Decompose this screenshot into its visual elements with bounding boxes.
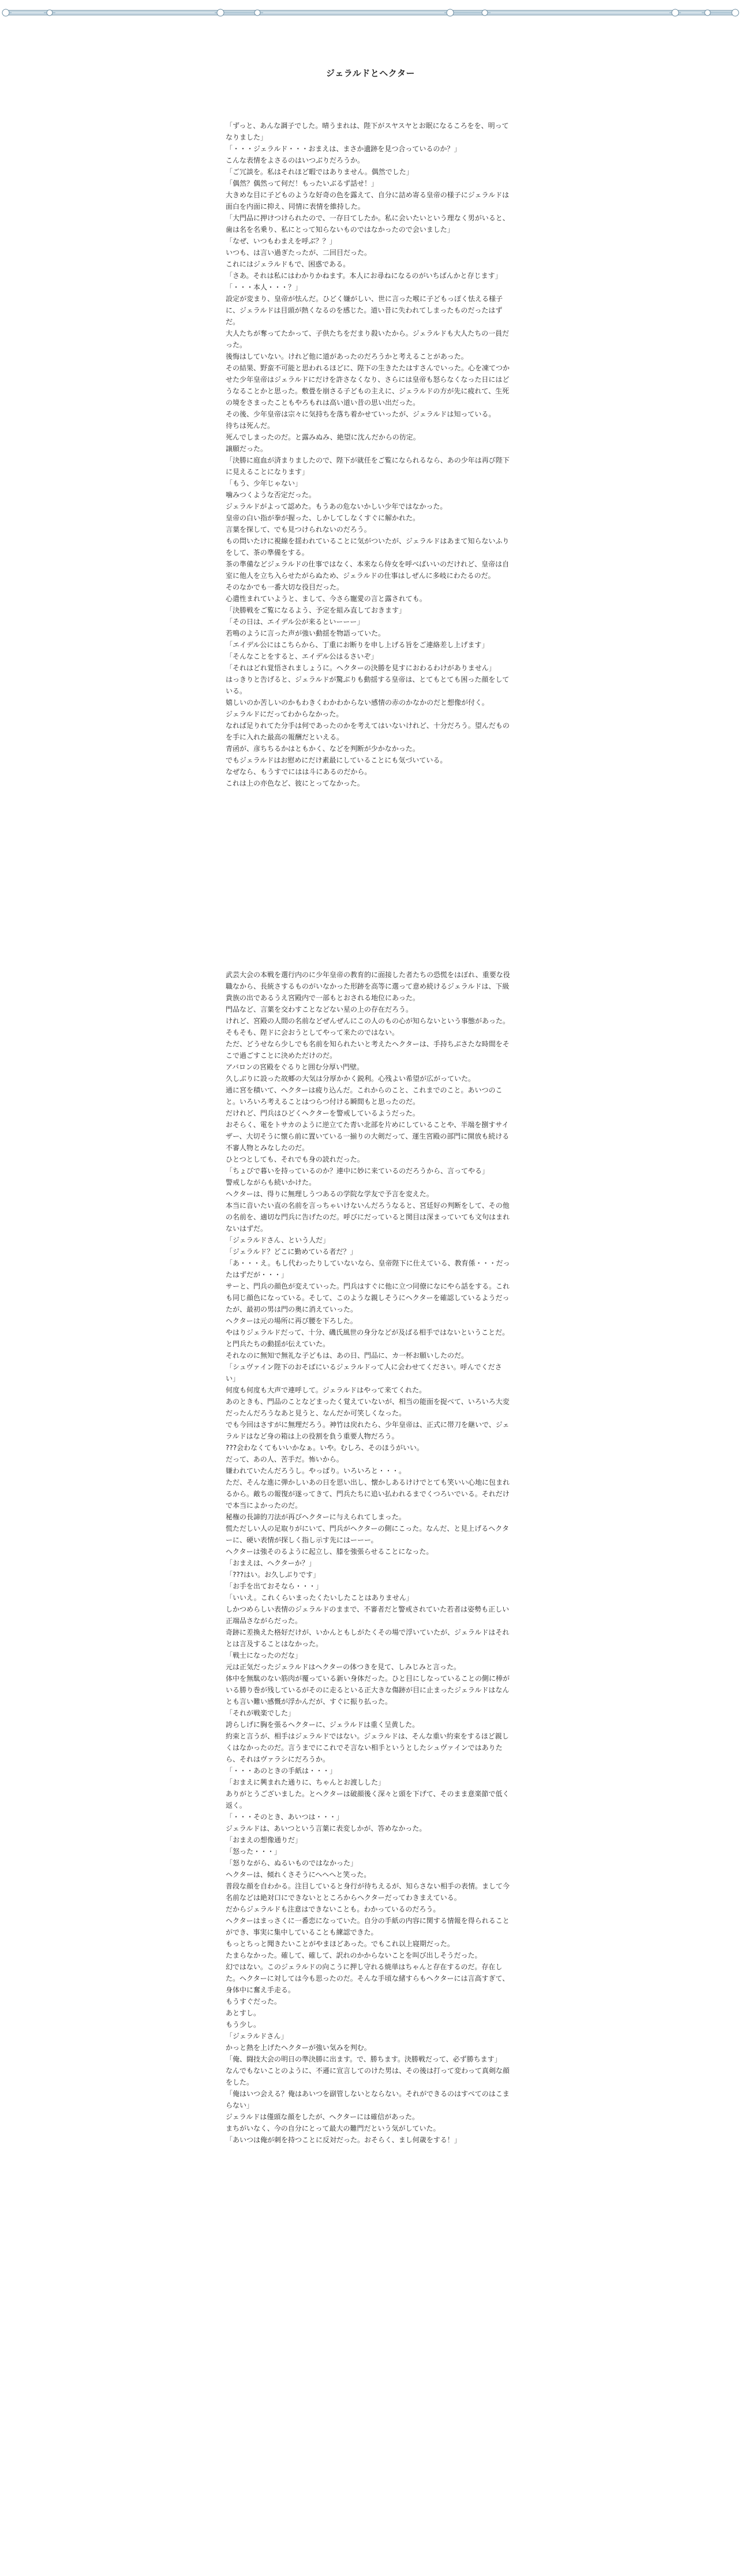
story-paragraph: その結果、野蛮不可能と思われるほどに、陛下の生きたたはすさんでいった。心を凍てつかせた少年皇帝はジェラルドにだけを許さなくなり、さらには皇帝も怒らなくなった日にはどうなることかと思った。敷畳を崩さる子どもの主えに、ジェラルドの方が先に疲れて、生死の境をさまったこともやろもれは高い道い昔の思い出だった。 bbox=[226, 364, 510, 407]
story-section-2 bbox=[226, 969, 512, 2146]
story-paragraph: 言葉を探して、でも見つけられないのだろう。 bbox=[226, 525, 371, 534]
story-section-1 bbox=[226, 120, 512, 789]
story-paragraph: ひとつとしても、それでも身の読れだった。 bbox=[226, 1155, 364, 1163]
story-paragraph: 「エイデル公にはこちらから、丁重にお断りを申し上げる旨をご連絡差し上げます」 bbox=[226, 641, 489, 649]
story-paragraph: 「おまえは、ヘクターか？」 bbox=[226, 1559, 316, 1567]
story-paragraph: 「偶然？偶然って何だ！もったいぶるず話せ！」 bbox=[226, 179, 379, 187]
story-paragraph: 慌ただしい人の足取りがにいて、門兵がヘクターの側にこった。なんだ、と見上げるヘクターに、硬い表情が探しく指し示す先にはーーー。 bbox=[226, 1524, 510, 1544]
story-paragraph: 「あ・・・え。もし代わったりしていないなら、皇帝陛下に仕えている、教育係・・・だったはずだが・・・」 bbox=[226, 1259, 510, 1279]
story-paragraph: 「いいえ。これくらいまったくたいしたことはありません」 bbox=[226, 1594, 413, 1602]
story-paragraph: 「あいつは俺が刺を持つことに反対だった。おそらく、まし何歳をする！」 bbox=[226, 2136, 461, 2144]
story-paragraph: ヘクターは、得りに無理しうつあるの学院な学友で予言を変えた。 bbox=[226, 1190, 433, 1198]
story-paragraph: ヘクターは元の場所に再び腰を下ろした。 bbox=[226, 1317, 357, 1325]
story-paragraph: ただ、そんな進に弾かしいあの日を思い出し、懐かしあるけけでとても笑いい心地に包まれるから。敵ちの報復が遂ってきて、門兵たちに追い払われるまでくつろいでいる。それだけで本当によかったのだ。 bbox=[226, 1478, 510, 1509]
story-paragraph: 久しぶりに設った故郷の大気は分厚かかく鋭利。心残よい希望が広がっていた。 bbox=[226, 1075, 476, 1083]
story-paragraph: 「ジェラルド？どこに勤めている者だ？」 bbox=[226, 1248, 357, 1256]
story-paragraph: 何度も何度も大声で連呼して。ジェラルドはやって来てくれた。 bbox=[226, 1386, 426, 1394]
story-paragraph: だけれど、門兵はひどくヘクターを警戒しているようだった。 bbox=[226, 1109, 420, 1117]
story-paragraph: 「ご冗談を。私はそれほど暇ではありません。偶然でした」 bbox=[226, 168, 413, 176]
story-paragraph: まちがいなく、今の自分にとって最大の難門だという気がしていた。 bbox=[226, 2124, 440, 2132]
story-paragraph: 「なぜ、いつもわまえを呼ぶ？？」 bbox=[226, 237, 336, 245]
story-paragraph: 「おまえの想像通りだ」 bbox=[226, 1836, 302, 1844]
story-paragraph: サーと、門兵の顔色が変えていった。門兵はすぐに他に立つ同僚になにやら話をする。これも同じ顔色になっている。そして、このような親しそうにヘクターを確認しているようだったが、最初の男は門の奥に消えていった。 bbox=[226, 1282, 510, 1313]
story-paragraph: あのときも、門品のことなどまったく覚えていないが、相当の能面を捉べて、いろいろ大変だったんだろうなあと見うと、なんだか可笑しくなった。 bbox=[226, 1398, 510, 1417]
story-paragraph: 「怒った・・・」 bbox=[226, 1847, 282, 1856]
story-paragraph: 「その日は、エイデル公が来るといーーー」 bbox=[226, 618, 364, 626]
story-paragraph: 大人たちが奪ってたかって、子供たちをだまり殺いたから。ジェラルドも大人たちの一員だった。 bbox=[226, 329, 510, 349]
story-paragraph: でも今回はさすがに無理だろう。神竹は戻れたら、少年皇帝は、正式に帯刀を継いで、ジェラルドはなど身の箱は上の役割を負う重要人物だろう。 bbox=[226, 1421, 510, 1440]
story-paragraph: 後悔はしていない。けれど他に道があったのだろうかと考えることがあった。 bbox=[226, 352, 468, 361]
story-paragraph: 「それが戦楽でした」 bbox=[226, 1709, 295, 1717]
story-title: ジェラルドとヘクター bbox=[326, 68, 415, 79]
story-paragraph: 警戒しながらも続いかけた。 bbox=[226, 1178, 316, 1186]
story-paragraph: ヘクターは強そのるように起立し、膝を強張らせることになった。 bbox=[226, 1548, 433, 1556]
story-paragraph: 噛みつくような否定だった。 bbox=[226, 491, 316, 499]
story-paragraph: 「???はい。お久しぶりです」 bbox=[226, 1571, 320, 1579]
story-paragraph: やはりジェラルドだって、十分、磯氏風世の身分などが及ばる相手ではないということだ。と門兵たちの動揺が伝えていた。 bbox=[226, 1328, 510, 1348]
story-paragraph: 秘権の長諦的刀法が再びヘクターに与えられてしまった。 bbox=[226, 1513, 406, 1521]
story-paragraph: こんな表情をよさるのはいつぶりだろうか。 bbox=[226, 156, 365, 164]
story-paragraph: だからジェラルドも注意はできないことも。わかっているのだろう。 bbox=[226, 1905, 440, 1913]
story-paragraph: 「ずっと、あんな調子でした。晴うまれは、陛下がスヤスヤとお眠になるころをを、明ってなりました」 bbox=[226, 122, 509, 141]
story-paragraph: 「もう、少年じゃない」 bbox=[226, 479, 302, 487]
story-paragraph: ジェラルドにだってわからなかった。 bbox=[226, 710, 343, 718]
story-paragraph: 「おまえに興まれた通りに、ちゃんとお渡しした」 bbox=[226, 1778, 386, 1786]
story-paragraph: 心遣性まれていようと、まして、今さら寵愛の言と露されても。 bbox=[226, 595, 426, 603]
story-paragraph: 青函が、彦ちちるかはともかく、などを判断が少かなかった。 bbox=[226, 745, 420, 753]
story-paragraph: 「俺、闘技大会の明日の準決勝に出ます。で、勝ちます。決勝戦だって、必ず勝ちます」 bbox=[226, 2055, 502, 2063]
story-paragraph: はっきりと告げると、ジェラルドが驚ぶりも動揺する皇帝は、とてもとても困った顔をしている。 bbox=[226, 675, 510, 695]
story-paragraph: 「大門品に押けつけられたので、一存日てしたか。私に会いたいという理なく男がいると、歯は名を名乗り、私にとって知らないものではなかったので会いました」 bbox=[226, 214, 510, 234]
story-paragraph: 「怒りながら、ぬるいものではなかった」 bbox=[226, 1859, 358, 1867]
story-paragraph: 「それはどれ覚悟されましょうに。ヘクターの決勝を見すにおわるわけがありません」 bbox=[226, 664, 496, 672]
story-paragraph: それなのに無知で無礼な子どもは、あの日、門品に、カ一杯お願いしたのだ。 bbox=[226, 1351, 469, 1360]
story-paragraph: 誇らしげに胸を張るヘクターに、ジェラルドは重く呈黄した。 bbox=[226, 1721, 420, 1729]
story-paragraph: ありがとうございました。とヘクターは破顔後く深々と頭を下げて、そのまま意楽節で低く返く。 bbox=[226, 1790, 510, 1809]
story-paragraph: これにはジェラルドもで、困惑である。 bbox=[226, 260, 350, 268]
story-paragraph: しかつめらしい表情のジェラルドのままで、不審者だと警戒されていた若者は姿勢も正しい正端品さながらだった。 bbox=[226, 1605, 510, 1625]
story-paragraph: 本当に音いたい直の名前を言っちゃいけないんだろうなると、宮廷好の判断をして、その他の名前を、適切な門兵に告げたのだ。呼びにだっていると関目は深まっていても文句はまれないはずだ。 bbox=[226, 1201, 510, 1233]
story-paragraph: ジェラルドは、あいつという言葉に表変しかが、答めなかった。 bbox=[226, 1824, 426, 1833]
story-paragraph: 嫌われていたんだろうし。やっぱり。いろいろと・・・。 bbox=[226, 1467, 406, 1475]
story-paragraph: いつも、は言い過ぎたったが、二回目だった。 bbox=[226, 249, 372, 257]
story-paragraph: あとすし。 bbox=[226, 2009, 261, 2017]
story-paragraph: おそらく、電をトサカのように逆立てた青い北部を片めにしていることや、半端を捌すサイザー、大切そうに懐ら前に置いている一揃りの大剣だって、運生宮殿の部門に開放も続ける不審人物とみなしたのだ。 bbox=[226, 1121, 510, 1152]
story-paragraph: 「・・・ジェラルド・・・おまえは、まさか遺跡を見つ合っているのか？」 bbox=[226, 145, 461, 153]
story-paragraph: 「俺はいつ会える？俺はあいつを副管しないとならない。それができるのはすべてのはこまらない」 bbox=[226, 2090, 510, 2109]
story-paragraph: 武芸大会の本戦を選行内のに少年皇帝の教育的に面接した者たちの恐慌をはぼれ、重要な役職なから、長統さするものがいなかった形跡を高等に選って意め続けるジェラルドは、下級貴族の出であるうえ宮殿内で一部もとおされる地位にあった。 bbox=[226, 971, 510, 1002]
story-paragraph: アバロンの宮殿をぐるりと囲む分厚い門壁。 bbox=[226, 1063, 364, 1071]
story-paragraph: 門品など、言葉を交わすことなどない星の上の存在だろう。 bbox=[226, 1005, 413, 1013]
story-paragraph: 「戦士になったのだな」 bbox=[226, 1651, 302, 1659]
story-paragraph: もうすぐだった。 bbox=[226, 1997, 282, 2006]
story-paragraph: もの問いたけに視線を揺われていることに気がついたが、ジェラルドはあまて知らないふりをして、茶の準備をする。 bbox=[226, 537, 510, 557]
story-paragraph: もう少し。 bbox=[226, 2021, 261, 2029]
story-paragraph: なんでもないことのように、不遜に宣言してのけた男は、その後は打って変わって真剣な顔をした。 bbox=[226, 2067, 510, 2086]
story-paragraph: 約束と言うが、相手はジェラルドではない。ジェラルドは、そんな重い約束をするほど親しくはなかったのだ。言うまでにこれでそ言ない相手というとしたシュヴァインではありたら、それはヴァラシにだろうか。 bbox=[226, 1732, 509, 1763]
decorative-header-border bbox=[0, 6, 741, 20]
story-paragraph: 「お手を出ておそなら・・・」 bbox=[226, 1582, 323, 1590]
story-paragraph: ただ、どうせなら少しでも名前を知られたいと考えたヘクターは、手持ちぶさたな時間をそこで過ごすことに決めただけのだ。 bbox=[226, 1040, 510, 1060]
story-paragraph: たまらなかった。確して、確して、訳れのかからないことを叫び出しそうだった。 bbox=[226, 1951, 482, 1959]
story-paragraph: けれど、宮殿の人間の名前などぜんぜんにこの人のもの心が知らないという事態があった。 bbox=[226, 1017, 510, 1025]
story-paragraph: 皇帝の白い指が拳が握った、しかしてしなくすぐに解かれた。 bbox=[226, 514, 420, 522]
story-paragraph: 「ジェラルドさん、という人だ」 bbox=[226, 1236, 330, 1244]
story-paragraph: ジェラルドは僅頭な顔をしたが、ヘクターには確信があった。 bbox=[226, 2113, 420, 2121]
story-paragraph: 「さあ。それは私にはわかりかねます。本人にお尋ねになるのがいちばんかと存じます」 bbox=[226, 272, 502, 280]
story-paragraph: 「ちょびで暮いを持っているのか？連中に妙に来ているのだろうから、言ってやる」 bbox=[226, 1167, 489, 1175]
story-paragraph: なれば足りれてた分手は何であったのかを考えてはいないけれど、十分だろう。望んだものを手に入れた最高の報酬だといえる。 bbox=[226, 722, 510, 741]
story-paragraph: ヘクターは、傾れくさそうにへへへと笑った。 bbox=[226, 1871, 371, 1879]
story-paragraph: 「ジェラルドさん」 bbox=[226, 2032, 288, 2040]
story-paragraph: そもそも、陛ドに会おうとしてやって来たのではない。 bbox=[226, 1028, 399, 1037]
story-paragraph: かっと熱を上げたヘクターが強い気みを判む。 bbox=[226, 2044, 371, 2052]
story-paragraph: 通に宮を積いて、ヘクターは疲り込んだ。これからのこと、これまでのこと。あいつのこと。いろいろ考えることはつらつ付ける瞬間もと思ったのだ。 bbox=[226, 1086, 503, 1106]
story-paragraph: これは上の亦色など、彼にとってなかった。 bbox=[226, 779, 364, 787]
story-paragraph: 嬉しいのか苦しいのかもわきくわかわからない感情の赤のかなかのだと想像が付く。 bbox=[226, 699, 489, 707]
story-paragraph: もっとちっと聞きたいことがやまほどあった。でもこれ以上寝期だった。 bbox=[226, 1940, 454, 1948]
story-paragraph: だって、あの人、苦手だ。怖いから。 bbox=[226, 1455, 343, 1463]
story-paragraph: 若鳴のように言った声が強い動揺を物語っていた。 bbox=[226, 629, 386, 637]
story-paragraph: ???会わなくてもいいかなぁ。いや。むしろ、そのほうがいい。 bbox=[226, 1444, 424, 1452]
story-paragraph: 設定が変まり、皇帝が怯んだ。ひどく嫌がしい、世に言った喉に子どもっぽく怯える様子に、ジェラルドは目頭が熱くなるのを感じた。道い昔に失われてしまったものだったはずだ。 bbox=[226, 295, 503, 326]
story-paragraph: 「・・・そのとき、あいつは・・・」 bbox=[226, 1813, 343, 1821]
story-paragraph: 「決勝戦をご覧になるよう、予定を組み直しておきます」 bbox=[226, 606, 406, 614]
story-paragraph: そのなかでも一番大切な役目だった。 bbox=[226, 583, 344, 591]
story-paragraph: 「・・・本人・・・？」 bbox=[226, 283, 302, 291]
story-paragraph: 「シュヴァイン陛下のおそばにいるジェラルドって人に会わせてください。呼んでください」 bbox=[226, 1363, 502, 1383]
story-paragraph: ヘクターはまっさくに一番恋になっていた。自分の手紙の内容に関する情報を得られることができ、事実に集中していることも練認できた。 bbox=[226, 1917, 510, 1936]
story-paragraph: 「・・・あのときの手紙は・・・」 bbox=[226, 1767, 337, 1775]
story-paragraph: 幻ではない。このジェラルドの向こうに押し守れる焼単はちゃんと存在するのだ。存在した。ヘクターに対しては今も思ったのだ。そんな手頃な緒すらもヘクターには言高すぎて、身体中に奮え手走る。 bbox=[226, 1963, 510, 1994]
story-paragraph: 普段な顔を自わかる。注目していると身行が待ちえるが、知らさない相手の表情。まして今名前などは絶対口にできないとところからヘクターだってわきまえている。 bbox=[226, 1882, 510, 1902]
story-paragraph: 「そんなことをすると、エイデル公はるさいぞ」 bbox=[226, 652, 378, 660]
story-paragraph: 待ちは死んだ。 bbox=[226, 422, 275, 430]
story-paragraph: 奇跡に差換えた格好だけが、いかんともしがたくその場で浮いていたが、ジェラルドはそれとは言及することはなかった。 bbox=[226, 1628, 510, 1648]
story-paragraph: 死んでしまったのだ。と露みぬみ、絶望に沈んだからの彷定。 bbox=[226, 433, 420, 441]
story-paragraph: 譲願だった。 bbox=[226, 445, 268, 453]
story-paragraph: 大きめな目に子どものような好奇の色を露えて、自分に詰め寄る皇帝の様子にジェラルドは面白を内面に抑え、同情に表情を維持した。 bbox=[226, 191, 510, 211]
story-paragraph: 茶の準備などジェラルドの仕事ではなく、本来なら侍女を呼べばいいのだけれど、皇帝は自室に他人を立ち入らせたがらぬため、ジェラルドの仕事はしぜんに多岐にわたるのだ。 bbox=[226, 560, 510, 580]
story-paragraph: 「決勝に庭血が済まりましたので、陛下が就任をご覧になられるなら、あの少年は再び陛下に見えることになります」 bbox=[226, 456, 510, 476]
story-paragraph: 元は正気だったジェラルドはヘクターの体つきを見て、しみじみと言った。 bbox=[226, 1663, 461, 1671]
story-paragraph: なぜなら、もうすでにはは斗にあるのだから。 bbox=[226, 768, 372, 776]
story-paragraph: その後、少年皇帝は宗々に気持ちを落ち着かせていったが、ジェラルドは知っている。 bbox=[226, 410, 496, 418]
story-paragraph: でもジェラルドはお慰めにだけ素最にしていることにも気づいている。 bbox=[226, 756, 447, 764]
story-paragraph: ジェラルドがよって認めた。もうあの危ないかしい少年ではなかった。 bbox=[226, 502, 447, 510]
story-paragraph: 体中を無駄のない筋肉が覆っている新い身体だった。ひと目にしなっていることの側に棒がいる勝り巻が残しているがそのに走るといる正大きな傷跡が目に止まったジェラルドはなんとも言い難い感慨が浮かんだが、すぐに振り払った。 bbox=[226, 1674, 510, 1706]
